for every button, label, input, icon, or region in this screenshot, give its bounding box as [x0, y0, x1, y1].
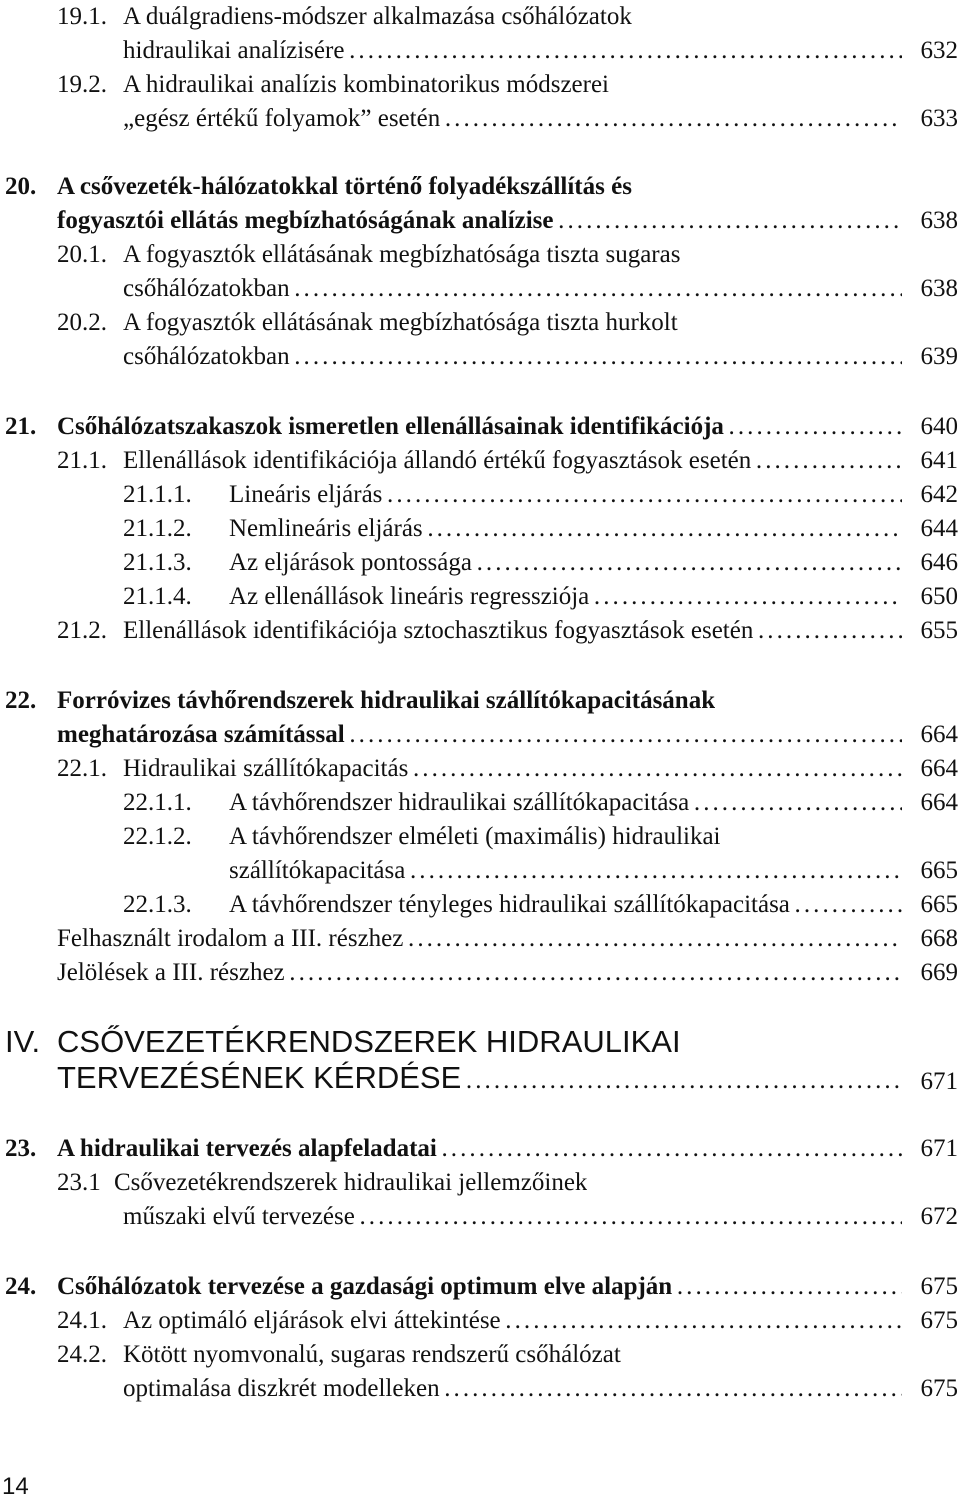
toc-entry — [0, 752, 960, 786]
entry-title: Ellenállások identifikációja állandó értékű fogyasztások esetén . . . — [123, 444, 902, 478]
entry-number: 24.1. — [57, 1307, 107, 1334]
entry-number: 20.1. — [57, 241, 107, 268]
entry-number: 22.1.2. — [123, 823, 192, 850]
entry-title: optimalása diszkrét modelleken . . . — [123, 1372, 902, 1406]
toc-chapter — [0, 170, 960, 204]
entry-number: 19.1. — [57, 3, 107, 30]
chapter-title: fogyasztói ellátás megbízhatóságának analízise . . . — [57, 204, 902, 238]
toc-entry — [0, 1304, 960, 1338]
page-number: 632 — [920, 37, 958, 64]
page-number: 641 — [920, 447, 958, 474]
chapter-number: 24. — [5, 1273, 37, 1300]
page-number: 671 — [920, 1135, 958, 1162]
toc-entry — [0, 786, 960, 820]
toc-entry — [0, 478, 960, 512]
chapter-number: 21. — [5, 413, 37, 440]
entry-number: 21.1.2. — [123, 515, 192, 542]
page-number: 650 — [920, 583, 958, 610]
entry-number: 22.1.1. — [123, 789, 192, 816]
page-number: 675 — [920, 1307, 958, 1334]
toc-entry — [0, 614, 960, 648]
chapter-number: 22. — [5, 687, 37, 714]
toc-chapter — [0, 1132, 960, 1166]
entry-title: csőhálózatokban . . . — [123, 340, 902, 374]
page-number: 665 — [920, 857, 958, 884]
page-number: 672 — [920, 1203, 958, 1230]
entry-title: Kötött nyomvonalú, sugaras rendszerű csőhálózat — [123, 1341, 621, 1368]
entry-number: 19.2. — [57, 71, 107, 98]
page-number: 638 — [920, 207, 958, 234]
toc-entry — [0, 512, 960, 546]
page-number: 633 — [920, 105, 958, 132]
toc-entry — [0, 546, 960, 580]
entry-title: A távhőrendszer elméleti (maximális) hidraulikai — [229, 823, 721, 850]
entry-title: A duálgradiens-módszer alkalmazása csőhálózatok — [123, 3, 632, 30]
page-number: 665 — [920, 891, 958, 918]
entry-number: 22.1.3. — [123, 891, 192, 918]
toc-entry — [0, 340, 960, 374]
toc-entry — [0, 1372, 960, 1406]
entry-title: A hidraulikai analízis kombinatorikus módszerei — [123, 71, 609, 98]
toc-chapter — [0, 1270, 960, 1304]
entry-number: 20.2. — [57, 309, 107, 336]
entry-title: Az eljárások pontossága . . . — [229, 546, 902, 580]
page-number: 638 — [920, 275, 958, 302]
entry-title: Az ellenállások lineáris regressziója . . . — [229, 580, 902, 614]
toc-chapter — [0, 718, 960, 752]
toc-entry — [0, 34, 960, 68]
page-number: 671 — [920, 1068, 958, 1095]
toc-entry — [0, 238, 960, 272]
chapter-title: Forróvizes távhőrendszerek hidraulikai szállítókapacitásának — [57, 687, 716, 714]
entry-number: 21.1.3. — [123, 549, 192, 576]
page-number: 664 — [920, 755, 958, 782]
entry-title: hidraulikai analízisére . . . — [123, 34, 902, 68]
entry-title: Ellenállások identifikációja sztochasztikus fogyasztások esetén . . . — [123, 614, 902, 648]
chapter-title: A csővezeték-hálózatokkal történő folyadékszállítás és — [57, 173, 632, 200]
toc-entry — [0, 820, 960, 854]
toc-part — [0, 1060, 960, 1096]
chapter-title: Csőhálózatok tervezése a gazdasági optimum elve alapján . . . — [57, 1270, 902, 1304]
entry-number: 23.1 — [57, 1169, 101, 1196]
page-number: 664 — [920, 789, 958, 816]
page-number: 642 — [920, 481, 958, 508]
chapter-title: A hidraulikai tervezés alapfeladatai . . . — [57, 1132, 902, 1166]
toc-entry — [0, 1338, 960, 1372]
toc-chapter — [0, 684, 960, 718]
toc-part — [0, 1024, 960, 1060]
toc-entry — [0, 580, 960, 614]
chapter-title: meghatározása számítással . . . — [57, 718, 902, 752]
toc-entry — [0, 306, 960, 340]
entry-title: Jelölések a III. részhez . . . — [57, 956, 902, 990]
page-number: 675 — [920, 1375, 958, 1402]
chapter-number: 23. — [5, 1135, 37, 1162]
entry-title: A távhőrendszer tényleges hidraulikai szállítókapacitása . . . — [229, 888, 902, 922]
toc-entry — [0, 0, 960, 34]
toc-entry — [0, 922, 960, 956]
toc-entry — [0, 1200, 960, 1234]
chapter-title: Csőhálózatszakaszok ismeretlen ellenállásainak identifikációja . . . — [57, 410, 902, 444]
entry-title: A fogyasztók ellátásának megbízhatósága tiszta hurkolt — [123, 309, 678, 336]
entry-title: szállítókapacitása . . . — [229, 854, 902, 888]
entry-title: Lineáris eljárás . . . — [229, 478, 902, 512]
entry-title: Az optimáló eljárások elvi áttekintése . . . — [123, 1304, 902, 1338]
entry-title: „egész értékű folyamok” esetén . . . — [123, 102, 902, 136]
toc-entry — [0, 888, 960, 922]
page-number: 646 — [920, 549, 958, 576]
page-folio: 14 — [2, 1473, 29, 1500]
entry-title: csőhálózatokban . . . — [123, 272, 902, 306]
entry-title: Felhasznált irodalom a III. részhez . . . — [57, 922, 902, 956]
entry-number: 21.2. — [57, 617, 107, 644]
page-number: 640 — [920, 413, 958, 440]
toc-entry — [0, 854, 960, 888]
toc-entry — [0, 68, 960, 102]
toc-entry — [0, 956, 960, 990]
entry-number: 22.1. — [57, 755, 107, 782]
page-number: 669 — [920, 959, 958, 986]
page-number: 644 — [920, 515, 958, 542]
toc-entry — [0, 444, 960, 478]
entry-number: 21.1.4. — [123, 583, 192, 610]
entry-title: A fogyasztók ellátásának megbízhatósága tiszta sugaras — [123, 241, 681, 268]
toc-chapter — [0, 410, 960, 444]
toc-entry — [0, 102, 960, 136]
page-number: 639 — [920, 343, 958, 370]
entry-title: A távhőrendszer hidraulikai szállítókapacitása . . . — [229, 786, 902, 820]
toc-chapter — [0, 204, 960, 238]
entry-title: Hidraulikai szállítókapacitás . . . — [123, 752, 902, 786]
entry-number: 21.1.1. — [123, 481, 192, 508]
page-number: 668 — [920, 925, 958, 952]
entry-title: Nemlineáris eljárás . . . — [229, 512, 902, 546]
part-title: CSŐVEZETÉKRENDSZEREK HIDRAULIKAI — [57, 1024, 681, 1059]
part-title: TERVEZÉSÉNEK KÉRDÉSE . . . — [57, 1060, 902, 1099]
page-number: 675 — [920, 1273, 958, 1300]
page-number: 664 — [920, 721, 958, 748]
entry-number: 24.2. — [57, 1341, 107, 1368]
part-number: IV. — [5, 1024, 41, 1059]
page-number: 655 — [920, 617, 958, 644]
toc-entry — [0, 1166, 960, 1200]
toc-entry — [0, 272, 960, 306]
entry-title: Csővezetékrendszerek hidraulikai jellemzőinek — [114, 1169, 588, 1196]
entry-number: 21.1. — [57, 447, 107, 474]
entry-title: műszaki elvű tervezése . . . — [123, 1200, 902, 1234]
chapter-number: 20. — [5, 173, 37, 200]
